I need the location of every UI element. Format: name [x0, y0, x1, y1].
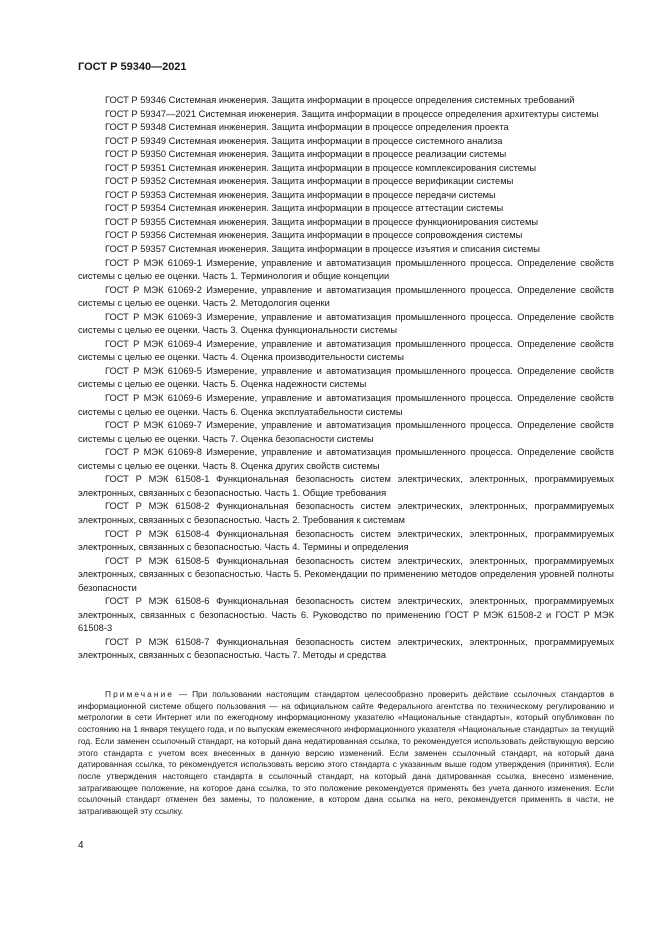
reference-item: ГОСТ Р МЭК 61069-5 Измерение, управление и автоматизация промышленного процесса. Определение свойств системы с целью ее оценки. Часть 5. Оценка надежности системы	[78, 365, 614, 390]
normative-references-list	[78, 94, 614, 663]
reference-item: ГОСТ Р 59357 Системная инженерия. Защита информации в процессе изъятия и списания системы	[105, 244, 540, 255]
reference-item: ГОСТ Р 59354 Системная инженерия. Защита информации в процессе аттестации системы	[105, 203, 504, 214]
note-paragraph	[78, 689, 614, 818]
reference-item: ГОСТ Р 59346 Системная инженерия. Защита информации в процессе определения системных требований	[105, 95, 575, 105]
reference-item: ГОСТ Р МЭК 61069-4 Измерение, управление и автоматизация промышленного процесса. Определение свойств системы с целью ее оценки. Часть 4. Оценка производительности системы	[78, 338, 614, 363]
reference-item: ГОСТ Р МЭК 61508-5 Функциональная безопасность систем электрических, электронных, программируемых электронных, связанных с безопасностью. Часть 5. Рекомендации по применению методов определения уровней полноты безопасности	[78, 555, 614, 593]
reference-item: ГОСТ Р 59356 Системная инженерия. Защита информации в процессе сопровождения системы	[105, 230, 523, 241]
reference-item: ГОСТ Р МЭК 61069-7 Измерение, управление и автоматизация промышленного процесса. Определение свойств системы с целью ее оценки. Часть 7. Оценка безопасности системы	[78, 420, 614, 444]
note-text: — При пользовании настоящим стандартом целесообразно проверить действие ссылочных стандартов в информационной системе общего пользования — на официальном сайте Федерального агентства по техническому регулированию и метрологии в сети Интернет или по ежегодному информационному указателю «Национальные стандарты», который опубликован по состоянию на 1 января текущего года, и по выпускам ежемесячного информационного указателя «Национальные стандарты» за текущий год. Если заменен ссылочный стандарт, на который дана недатированная ссылка, то рекомендуется использовать действующую версию этого стандарта с учетом всех внесенных в данную версию изменений. Если заменен ссылочный стандарт, на который дана датированная ссылка, то рекомендуется использовать версию этого стандарта с указанным выше годом утверждения (принятия). Если после утверждения настоящего стандарта в ссылочный стандарт, на который дана датированная ссылка, внесено изменение, затрагивающее положение, на которое дана ссылка, то это положение рекомендуется применять без учета данного изменения. Если ссылочный стандарт отменен без замены, то положение, в котором дана ссылка на него, рекомендуется применять в части, не затрагивающей эту ссылку.	[78, 689, 614, 817]
reference-item: ГОСТ Р МЭК 61508-4 Функциональная безопасность систем электрических, электронных, программируемых электронных, связанных с безопасностью. Часть 4. Термины и определения	[78, 528, 614, 553]
reference-item: ГОСТ Р МЭК 61508-2 Функциональная безопасность систем электрических, электронных, программируемых электронных, связанных с безопасностью. Часть 2. Требования к системам	[78, 501, 614, 525]
reference-item: ГОСТ Р МЭК 61069-2 Измерение, управление и автоматизация промышленного процесса. Определение свойств системы с целью ее оценки. Часть 2. Методология оценки	[78, 284, 614, 309]
reference-item: ГОСТ Р МЭК 61508-6 Функциональная безопасность систем электрических, электронных, программируемых электронных, связанных с безопасностью. Часть 6. Руководство по применению ГОСТ Р МЭК 61508-2 и ГОСТ Р МЭК 61508-3	[78, 596, 614, 634]
reference-item: ГОСТ Р МЭК 61069-1 Измерение, управление и автоматизация промышленного процесса. Определение свойств системы с целью ее оценки. Часть 1. Терминология и общие концепции	[78, 257, 614, 282]
reference-item: ГОСТ Р 59350 Системная инженерия. Защита информации в процессе реализации системы	[105, 149, 507, 160]
reference-item: ГОСТ Р МЭК 61069-8 Измерение, управление и автоматизация промышленного процесса. Определение свойств системы с целью ее оценки. Часть 8. Оценка других свойств системы	[78, 447, 614, 471]
reference-item: ГОСТ Р 59348 Системная инженерия. Защита информации в процессе определения проекта	[105, 122, 509, 133]
reference-item: ГОСТ Р 59352 Системная инженерия. Защита информации в процессе верификации системы	[105, 176, 514, 187]
note-label: Примечание	[105, 689, 175, 699]
reference-item: ГОСТ Р 59353 Системная инженерия. Защита информации в процессе передачи системы	[105, 189, 496, 200]
reference-item: ГОСТ Р 59349 Системная инженерия. Защита информации в процессе системного анализа	[105, 135, 503, 146]
reference-item: ГОСТ Р 59351 Системная инженерия. Защита информации в процессе комплексирования системы	[105, 162, 537, 173]
reference-item: ГОСТ Р МЭК 61508-1 Функциональная безопасность систем электрических, электронных, программируемых электронных, связанных с безопасностью. Часть 1. Общие требования	[78, 474, 614, 498]
reference-item: ГОСТ Р МЭК 61508-7 Функциональная безопасность систем электрических, электронных, программируемых электронных, связанных с безопасностью. Часть 7. Методы и средства	[78, 636, 614, 661]
reference-item: ГОСТ Р 59347—2021 Системная инженерия. Защита информации в процессе определения архитектуры системы	[105, 108, 599, 119]
reference-item: ГОСТ Р МЭК 61069-6 Измерение, управление и автоматизация промышленного процесса. Определение свойств системы с целью ее оценки. Часть 6. Оценка эксплуатабельности системы	[78, 393, 614, 417]
page-number: 4	[78, 840, 84, 851]
document-header: ГОСТ Р 59340—2021	[78, 61, 187, 73]
reference-item: ГОСТ Р 59355 Системная инженерия. Защита информации в процессе функционирования системы	[105, 216, 539, 227]
reference-item: ГОСТ Р МЭК 61069-3 Измерение, управление и автоматизация промышленного процесса. Определение свойств системы с целью ее оценки. Часть 3. Оценка функциональности системы	[78, 311, 614, 336]
